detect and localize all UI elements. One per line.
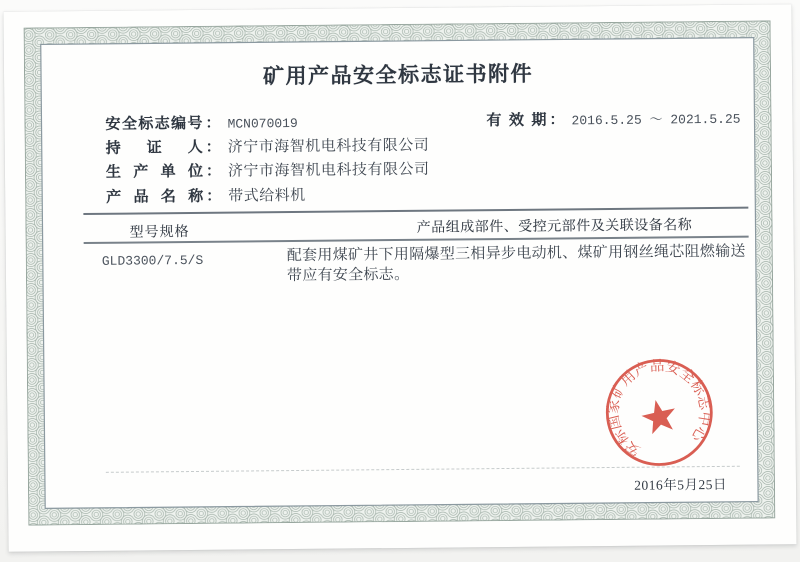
field-row-manufacturer (106, 158, 430, 185)
components-value: 配套用煤矿井下用隔爆型三相异步电动机、煤矿用钢丝绳芯阻燃输送带应有安全标志。 (286, 243, 746, 284)
model-value: GLD3300/7.5/S (101, 252, 204, 269)
field-row-product-name (106, 182, 430, 209)
manufacturer-label: 生产单位 (105, 164, 204, 182)
certificate-holder-label: 持证人 (105, 140, 203, 158)
certificate-holder-value: 济宁市海智机电科技有限公司 (227, 137, 430, 156)
certificate-content (3, 4, 796, 552)
manufacturer-value: 济宁市海智机电科技有限公司 (227, 162, 430, 181)
certificate-title: 矿用产品安全标志证书附件 (262, 61, 534, 89)
colon: ： (206, 188, 222, 205)
official-stamp (601, 354, 718, 471)
star-icon (639, 396, 679, 435)
colon: ： (205, 164, 222, 181)
product-name-label: 产品名称 (106, 188, 204, 206)
colon: ： (205, 115, 221, 132)
certificate-paper (3, 4, 796, 552)
certificate-fields (105, 110, 429, 210)
field-row-certificate-holder (106, 134, 430, 161)
field-row-safety-mark-number (105, 110, 429, 137)
model-column-header: 型号规格 (129, 225, 190, 241)
safety-mark-number-value: MCN070019 (227, 115, 298, 132)
stamp-text: 安标国家矿用产品安全标志中心 (605, 358, 713, 459)
safety-mark-number-label: 安全标志编号 (105, 115, 203, 133)
colon: ： (205, 139, 221, 157)
components-column-header: 产品组成部件、受控元部件及关联设备名称 (416, 218, 693, 236)
field-row-validity-period (486, 107, 740, 134)
validity-label: 有效期 (486, 112, 547, 130)
product-name-value: 带式给料机 (228, 187, 306, 205)
issue-date: 2016年5月25日 (634, 476, 728, 493)
colon: ： (549, 112, 565, 129)
validity-value: 2016.5.25 ～ 2021.5.25 (571, 111, 741, 129)
